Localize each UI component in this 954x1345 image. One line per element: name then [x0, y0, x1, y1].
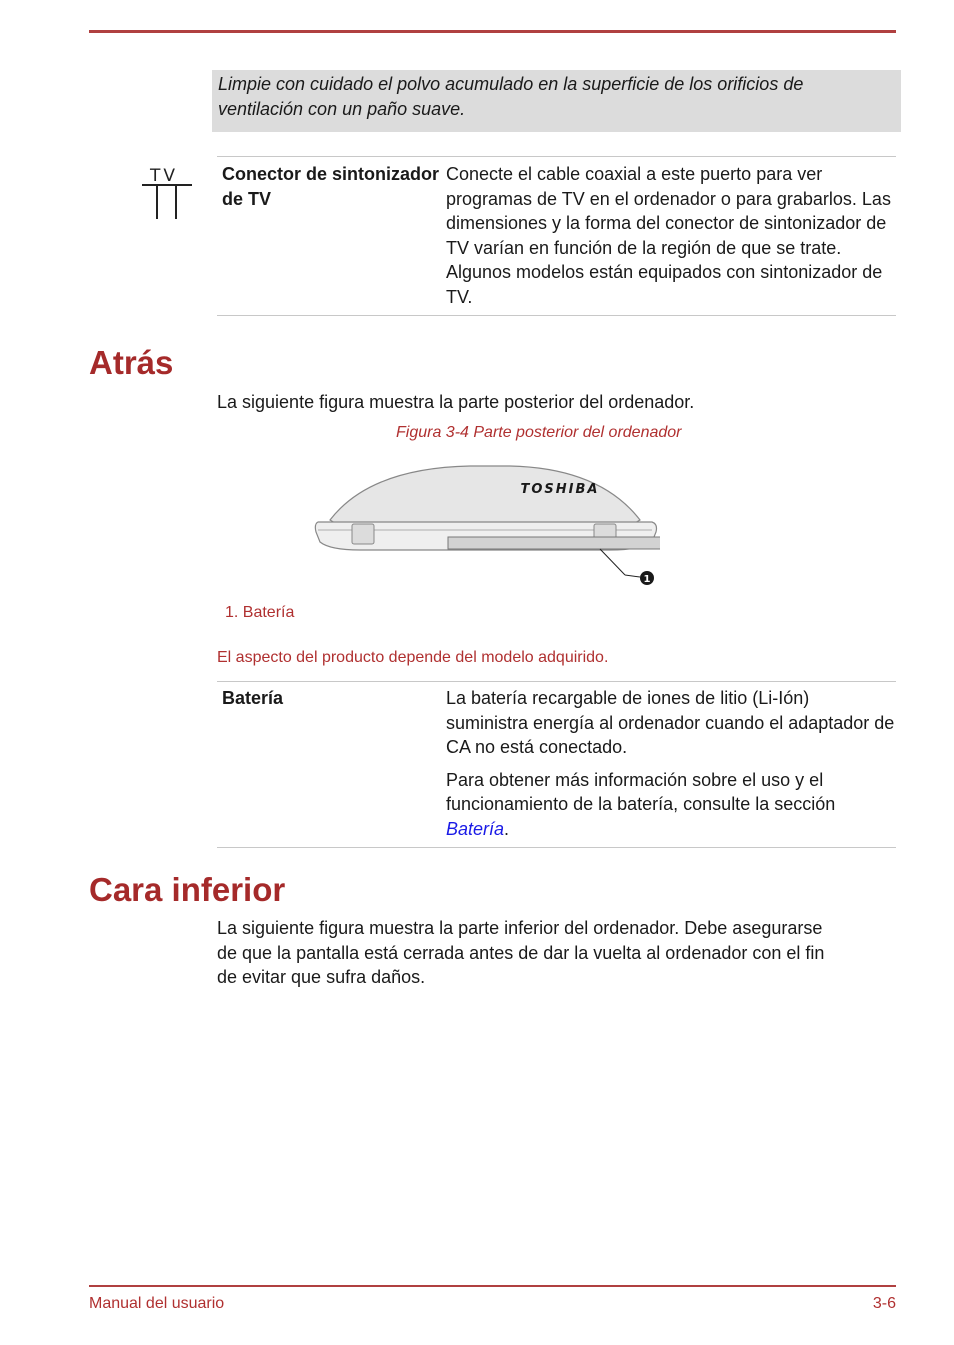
tv-tuner-icon	[140, 165, 192, 221]
tv-icon-label: TV	[149, 166, 179, 186]
figure-legend: 1. Batería	[225, 604, 295, 621]
header-rule	[89, 30, 896, 33]
heading-atras: Atrás	[89, 344, 174, 381]
laptop-rear-figure	[310, 460, 660, 590]
battery-shape	[448, 537, 660, 549]
footer-title: Manual del usuario	[89, 1295, 225, 1312]
tv-connector-description: Conecte el cable coaxial a este puerto para ver programas de TV en el ordenador o para grabarlos. Las dimensiones y la forma del conector de sintonizador de TV varían en función de la región de que se trate. Algunos modelos están equipados con sintonizador de TV.	[446, 164, 891, 307]
footer-rule	[89, 1285, 896, 1287]
table-divider	[217, 315, 896, 316]
page-number: 3-6	[872, 1295, 896, 1312]
atras-intro: La siguiente figura muestra la parte posterior del ordenador.	[217, 392, 695, 412]
battery-table	[217, 681, 896, 848]
battery-desc-paragraph-2	[446, 768, 896, 842]
callout-number: 1	[643, 574, 651, 585]
table-row	[217, 682, 896, 847]
note-text: Limpie con cuidado el polvo acumulado en la superficie de los orificios de ventilación con un paño suave.	[218, 74, 804, 119]
tv-connector-table	[217, 156, 896, 316]
table-divider	[217, 847, 896, 848]
tv-connector-term: Conector de sintonizador de TV	[222, 164, 440, 209]
note-box	[212, 70, 901, 132]
battery-description	[441, 686, 896, 841]
heading-cara-inferior: Cara inferior	[89, 871, 286, 908]
bateria-link[interactable]: Batería	[446, 818, 505, 839]
battery-desc-period: .	[504, 818, 510, 839]
disclaimer-text: El aspecto del producto depende del modelo adquirido.	[217, 649, 609, 666]
figure-caption: Figura 3-4 Parte posterior del ordenador	[396, 424, 682, 441]
battery-term: Batería	[222, 688, 284, 708]
cara-inferior-intro: La siguiente figura muestra la parte inferior del ordenador. Debe asegurarse de que la pantalla está cerrada antes de dar la vuelta al ordenador con el fin de evitar que sufra daños.	[217, 918, 825, 987]
table-row	[217, 157, 896, 315]
brand-logo: TOSHIBA	[520, 482, 600, 497]
battery-desc-text: Para obtener más información sobre el uso y el funcionamiento de la batería, consulte la sección	[446, 769, 836, 814]
battery-desc-paragraph-1: La batería recargable de iones de litio (Li-Ión) suministra energía al ordenador cuando el adaptador de CA no está conectado.	[446, 688, 895, 757]
